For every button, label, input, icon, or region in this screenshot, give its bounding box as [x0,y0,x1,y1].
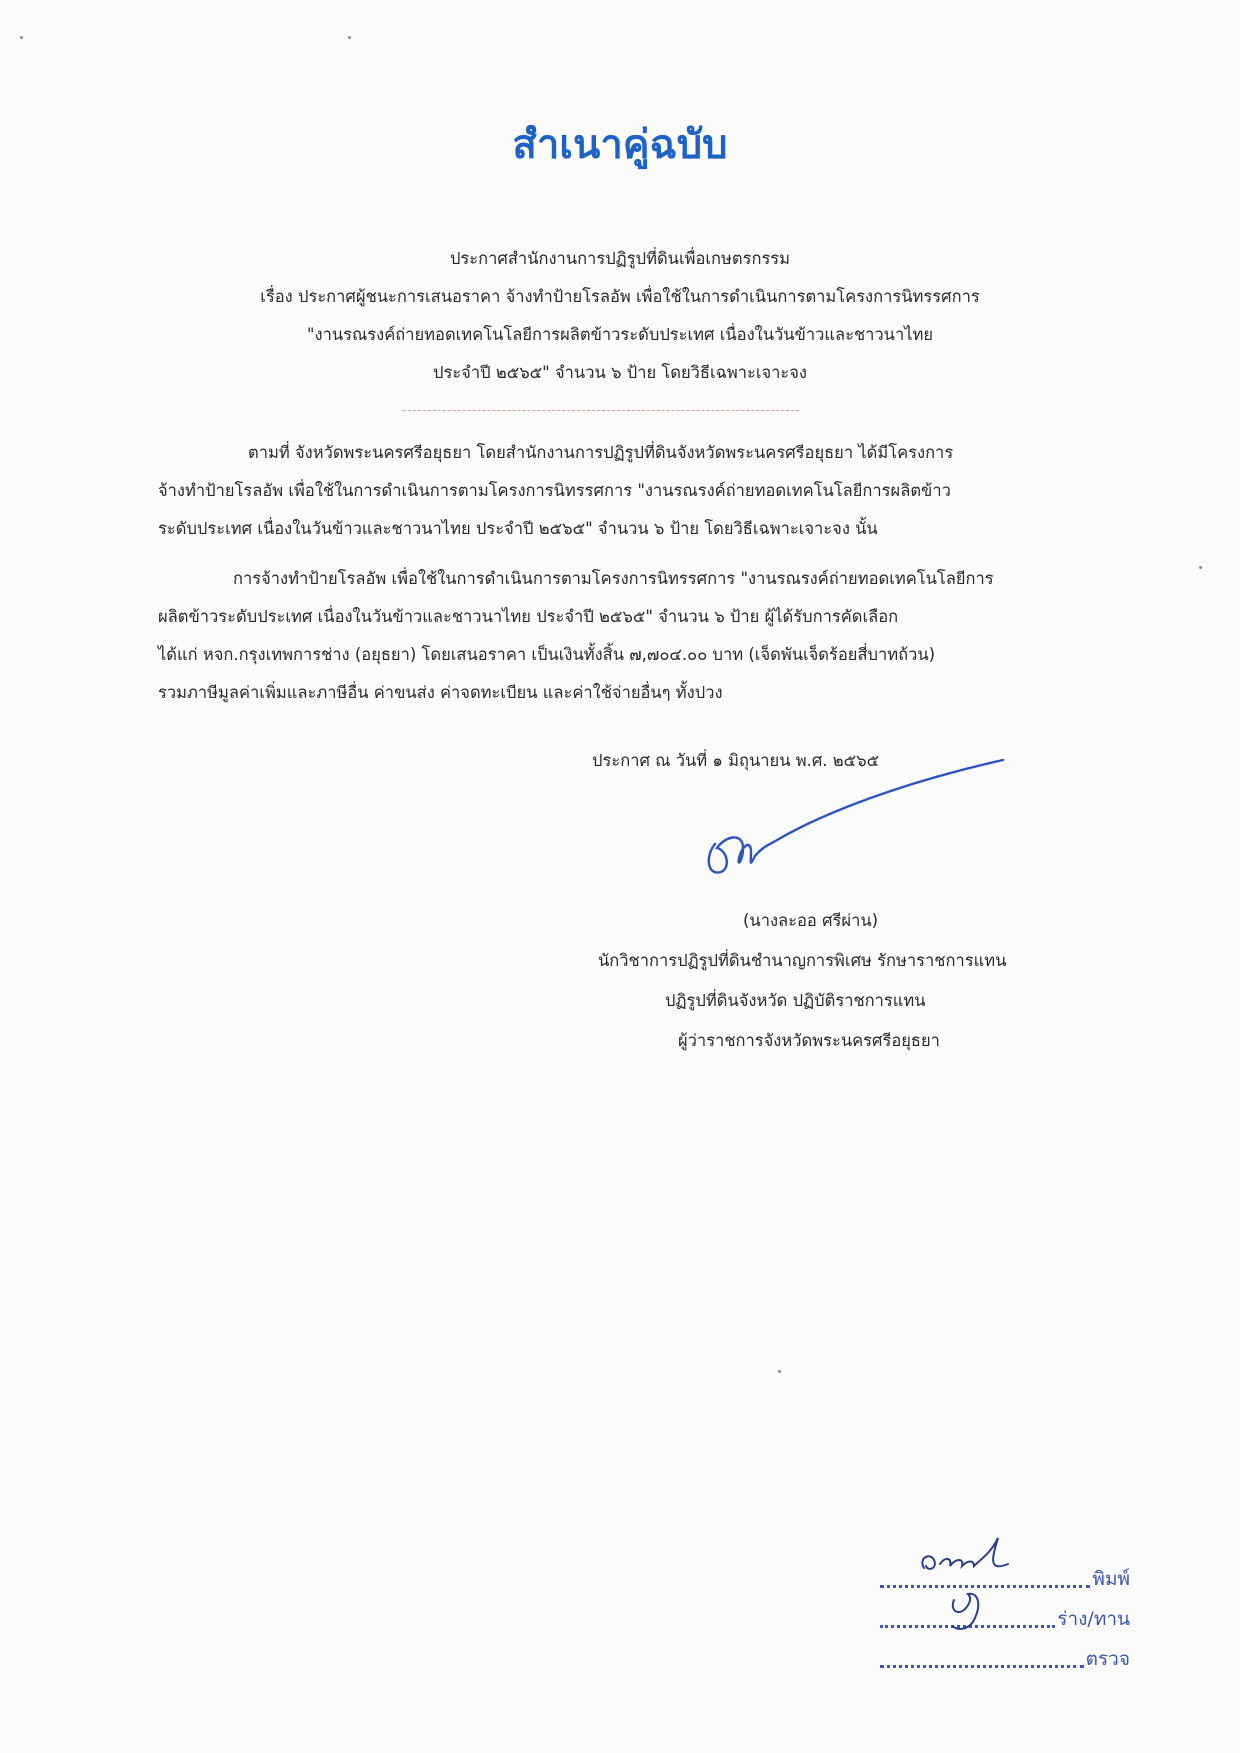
paragraph-2-line-4: รวมภาษีมูลค่าเพิ่มและภาษีอื่น ค่าขนส่ง ค่าจดทะเบียน และค่าใช้จ่ายอื่นๆ ทั้งปวง [158,683,723,702]
announcement-title: ประกาศสำนักงานการปฏิรูปที่ดินเพื่อเกษตรกรรม [449,249,791,268]
drafted-by-label: ร่าง/ทาน [1057,1608,1130,1630]
subject-line-2: "งานรณรงค์ถ่ายทอดเทคโนโลยีการผลิตข้าวระดับประเทศ เนื่องในวันข้าวและชาวนาไทย [306,325,934,344]
subject-line-1: เรื่อง ประกาศผู้ชนะการเสนอราคา จ้างทำป้ายโรลอัพ เพื่อใช้ในการดำเนินการตามโครงการนิทรรศการ [260,287,980,306]
speck [20,36,23,39]
paragraph-1-line-2: จ้างทำป้ายโรลอัพ เพื่อใช้ในการดำเนินการตามโครงการนิทรรศการ "งานรณรงค์ถ่ายทอดเทคโนโลยีการผลิตข้าว [158,481,951,500]
paragraph-2-line-1: การจ้างทำป้ายโรลอัพ เพื่อใช้ในการดำเนินการตามโครงการนิทรรศการ "งานรณรงค์ถ่ายทอดเทคโนโลยีการ [233,569,994,588]
speck [1199,566,1202,569]
signatory-name: (นางละออ ศรีผ่าน) [743,911,879,930]
dashed-divider [403,410,799,411]
signatory-position-1: นักวิชาการปฏิรูปที่ดินชำนาญการพิเศษ รักษาราชการแทน [598,951,1007,970]
announce-date: ประกาศ ณ วันที่ ๑ มิถุนายน พ.ศ. ๒๕๖๕ [592,751,880,770]
paragraph-1-line-1: ตามที่ จังหวัดพระนครศรีอยุธยา โดยสำนักงานการปฏิรูปที่ดินจังหวัดพระนครศรีอยุธยา ได้มีโครงการ [248,443,954,462]
paragraph-2-line-3: ได้แก่ หจก.กรุงเทพการช่าง (อยุธยา) โดยเสนอราคา เป็นเงินทั้งสิ้น ๗,๗๐๔.๐๐ บาท (เจ็ดพันเจ็ดร้อยสี่บาทถ้วน) [158,645,936,664]
checked-by-dots [880,1665,1084,1668]
copy-stamp: สำเนาคู่ฉบับ [512,122,728,168]
signatory-position-3: ผู้ว่าราชการจังหวัดพระนครศรีอยุธยา [678,1031,940,1050]
paragraph-1-line-3: ระดับประเทศ เนื่องในวันข้าวและชาวนาไทย ประจำปี ๒๕๖๕" จำนวน ๖ ป้าย โดยวิธีเฉพาะเจาะจง นั้น [158,519,878,538]
signature [685,752,1005,882]
typed-by-label: พิมพ์ [1092,1568,1130,1590]
speck [348,36,351,39]
signatory-position-2: ปฏิรูปที่ดินจังหวัด ปฏิบัติราชการแทน [665,991,926,1010]
initials-handwriting [912,1528,1072,1638]
subject-line-3: ประจำปี ๒๕๖๕" จำนวน ๖ ป้าย โดยวิธีเฉพาะเจาะจง [432,363,807,382]
checked-by-label: ตรวจ [1085,1648,1130,1670]
paragraph-2-line-2: ผลิตข้าวระดับประเทศ เนื่องในวันข้าวและชาวนาไทย ประจำปี ๒๕๖๕" จำนวน ๖ ป้าย ผู้ได้รับการคัดเลือก [158,607,899,626]
checked-by-row [880,1648,1130,1674]
speck [778,1370,781,1373]
